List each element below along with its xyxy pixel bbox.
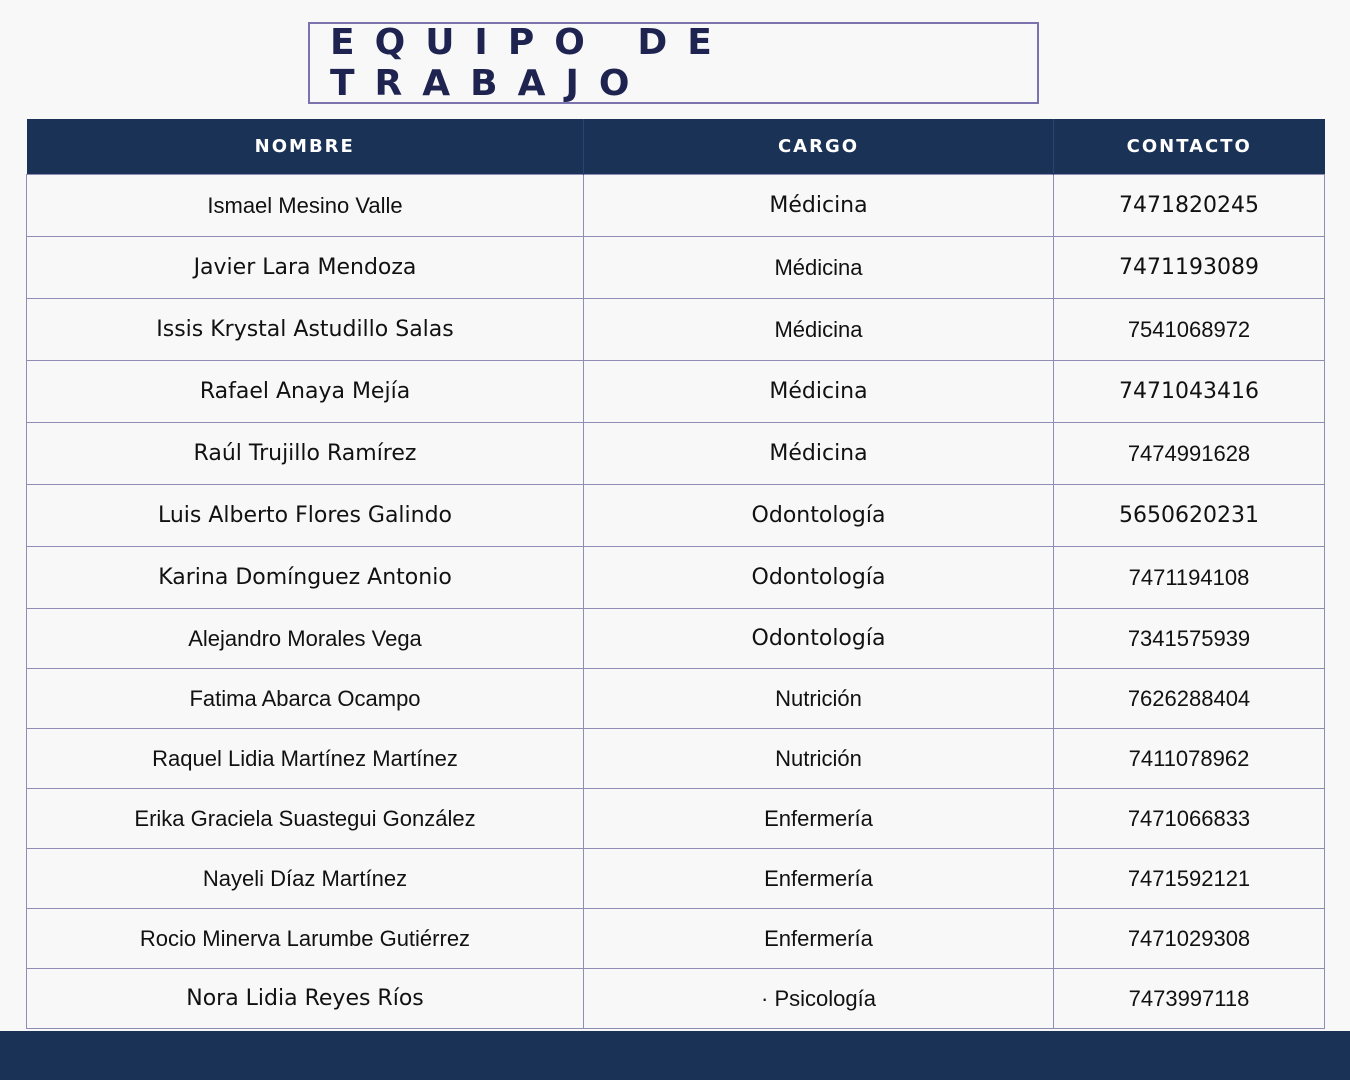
table-row bbox=[27, 789, 1325, 849]
cell-contact: 7341575939 bbox=[1054, 609, 1325, 669]
cell-name: Issis Krystal Astudillo Salas bbox=[27, 299, 584, 361]
column-header-name: NOMBRE bbox=[27, 119, 584, 175]
cell-cargo: Enfermería bbox=[584, 849, 1054, 909]
cell-name: Ismael Mesino Valle bbox=[27, 175, 584, 237]
cell-cargo: Médicina bbox=[584, 175, 1054, 237]
cell-name: Fatima Abarca Ocampo bbox=[27, 669, 584, 729]
cell-cargo: Odontología bbox=[584, 609, 1054, 669]
cell-contact: 7474991628 bbox=[1054, 423, 1325, 485]
cell-cargo: Nutrición bbox=[584, 669, 1054, 729]
cell-contact: 7471592121 bbox=[1054, 849, 1325, 909]
cell-name: Raquel Lidia Martínez Martínez bbox=[27, 729, 584, 789]
cell-name: Nayeli Díaz Martínez bbox=[27, 849, 584, 909]
table-row bbox=[27, 669, 1325, 729]
cell-name: Raúl Trujillo Ramírez bbox=[27, 423, 584, 485]
table-row bbox=[27, 609, 1325, 669]
cell-name: Karina Domínguez Antonio bbox=[27, 547, 584, 609]
table-header-row bbox=[27, 119, 1325, 175]
cell-cargo: Médicina bbox=[584, 361, 1054, 423]
table-row bbox=[27, 849, 1325, 909]
table-row bbox=[27, 175, 1325, 237]
page-title: EQUIPO DE TRABAJO bbox=[330, 22, 732, 104]
cell-cargo: Médicina bbox=[584, 237, 1054, 299]
table-row bbox=[27, 361, 1325, 423]
cell-contact: 7471194108 bbox=[1054, 547, 1325, 609]
cell-contact: 7471193089 bbox=[1054, 237, 1325, 299]
cell-name: Nora Lidia Reyes Ríos bbox=[27, 969, 584, 1029]
cell-cargo: Enfermería bbox=[584, 789, 1054, 849]
cell-cargo: Odontología bbox=[584, 547, 1054, 609]
cell-name: Erika Graciela Suastegui González bbox=[27, 789, 584, 849]
table-row bbox=[27, 299, 1325, 361]
cell-name: Alejandro Morales Vega bbox=[27, 609, 584, 669]
cell-contact: 5650620231 bbox=[1054, 485, 1325, 547]
cell-contact: 7471043416 bbox=[1054, 361, 1325, 423]
cell-name: Javier Lara Mendoza bbox=[27, 237, 584, 299]
table-row bbox=[27, 969, 1325, 1029]
footer-band bbox=[0, 1031, 1350, 1080]
cell-cargo: · Psicología bbox=[584, 969, 1054, 1029]
cell-cargo: Médicina bbox=[584, 299, 1054, 361]
cell-contact: 7411078962 bbox=[1054, 729, 1325, 789]
cell-cargo: Nutrición bbox=[584, 729, 1054, 789]
cell-contact: 7541068972 bbox=[1054, 299, 1325, 361]
cell-contact: 7471029308 bbox=[1054, 909, 1325, 969]
cell-name: Rafael Anaya Mejía bbox=[27, 361, 584, 423]
table-row bbox=[27, 909, 1325, 969]
cell-name: Rocio Minerva Larumbe Gutiérrez bbox=[27, 909, 584, 969]
cell-cargo: Odontología bbox=[584, 485, 1054, 547]
table-row bbox=[27, 237, 1325, 299]
table-row bbox=[27, 423, 1325, 485]
cell-cargo: Enfermería bbox=[584, 909, 1054, 969]
cell-contact: 7626288404 bbox=[1054, 669, 1325, 729]
cell-cargo: Médicina bbox=[584, 423, 1054, 485]
cell-contact: 7471820245 bbox=[1054, 175, 1325, 237]
column-header-cargo: CARGO bbox=[584, 119, 1054, 175]
table-row bbox=[27, 547, 1325, 609]
cell-contact: 7471066833 bbox=[1054, 789, 1325, 849]
table-row bbox=[27, 729, 1325, 789]
table-row bbox=[27, 485, 1325, 547]
cell-contact: 7473997118 bbox=[1054, 969, 1325, 1029]
team-table bbox=[26, 119, 1325, 1029]
cell-name: Luis Alberto Flores Galindo bbox=[27, 485, 584, 547]
title-box bbox=[308, 22, 1039, 104]
column-header-contact: CONTACTO bbox=[1054, 119, 1325, 175]
